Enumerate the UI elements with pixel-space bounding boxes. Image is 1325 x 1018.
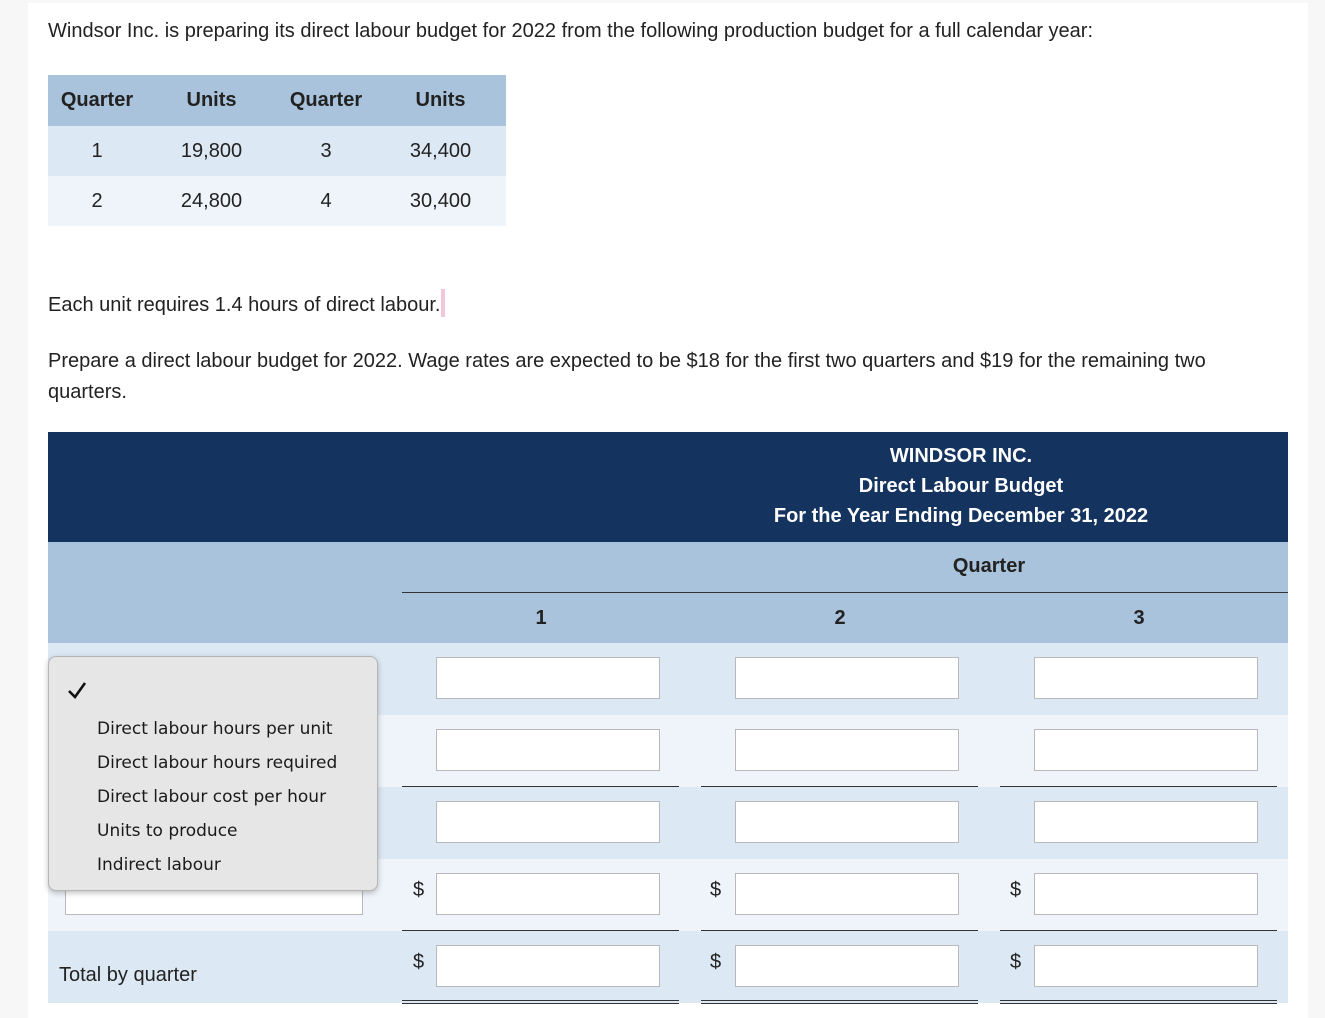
total-q3-input[interactable] xyxy=(1034,945,1258,987)
row3-q1-input[interactable] xyxy=(436,801,660,843)
requirement-text: Each unit requires 1.4 hours of direct labour. xyxy=(48,294,441,316)
row4-q1-input[interactable] xyxy=(436,873,660,915)
row3-q3-input[interactable] xyxy=(1034,801,1258,843)
dollar-sign: $ xyxy=(710,951,722,973)
row1-q2-input[interactable] xyxy=(735,657,959,699)
header-units: Units xyxy=(146,75,277,126)
prompt-text: Prepare a direct labour budget for 2022. Wage rates are expected to be $18 for the first two quarters and $19 for the remaining two quarters. xyxy=(48,350,1206,403)
budget-header xyxy=(48,432,1288,542)
budget-period: For the Year Ending December 31, 2022 xyxy=(773,505,1149,527)
dollar-sign: $ xyxy=(413,879,425,901)
text-cursor-highlight xyxy=(441,289,445,317)
total-q1-input[interactable] xyxy=(436,945,660,987)
dropdown-option[interactable]: Indirect labour xyxy=(97,855,221,875)
dollar-sign: $ xyxy=(710,879,722,901)
dollar-sign: $ xyxy=(1010,951,1022,973)
table-cell: 2 xyxy=(48,176,146,226)
row3-q2-input[interactable] xyxy=(735,801,959,843)
row2-q2-input[interactable] xyxy=(735,729,959,771)
total-double-underline xyxy=(701,1000,978,1004)
budget-title: Direct Labour Budget xyxy=(858,475,1064,497)
table-cell: 34,400 xyxy=(375,126,506,176)
header-quarter: Quarter xyxy=(48,75,146,126)
dollar-sign: $ xyxy=(413,951,425,973)
dollar-sign: $ xyxy=(1010,879,1022,901)
row-label-dropdown-menu xyxy=(48,656,378,891)
company-name: WINDSOR INC. xyxy=(889,445,1033,467)
table-cell: 19,800 xyxy=(146,126,277,176)
quarter-divider xyxy=(402,592,1288,593)
column-header-2: 2 xyxy=(834,607,846,629)
table-cell: 30,400 xyxy=(375,176,506,226)
table-row xyxy=(48,126,506,176)
budget-row-total xyxy=(48,931,1288,1003)
total-double-underline xyxy=(1000,1000,1277,1004)
dropdown-option[interactable]: Direct labour hours required xyxy=(97,753,338,773)
quarter-label: Quarter xyxy=(952,555,1026,577)
header-quarter: Quarter xyxy=(277,75,375,126)
row1-q1-input[interactable] xyxy=(436,657,660,699)
checkmark-icon xyxy=(66,679,88,701)
table-cell: 3 xyxy=(277,126,375,176)
total-label: Total by quarter xyxy=(59,964,197,986)
row2-q1-input[interactable] xyxy=(436,729,660,771)
table-cell: 4 xyxy=(277,176,375,226)
requirement-line xyxy=(48,289,445,317)
table-cell: 1 xyxy=(48,126,146,176)
table-row xyxy=(48,176,506,226)
table-cell: 24,800 xyxy=(146,176,277,226)
header-units: Units xyxy=(375,75,506,126)
intro-text: Windsor Inc. is preparing its direct labour budget for 2022 from the following production budget for a full calendar year: xyxy=(48,20,1094,42)
production-table xyxy=(48,75,506,226)
total-double-underline xyxy=(402,1000,679,1004)
dropdown-option[interactable]: Direct labour cost per hour xyxy=(97,787,327,807)
dropdown-option[interactable]: Units to produce xyxy=(97,821,238,841)
question-page xyxy=(28,3,1308,1018)
row4-q2-input[interactable] xyxy=(735,873,959,915)
column-header-band xyxy=(48,542,1288,643)
row2-q3-input[interactable] xyxy=(1034,729,1258,771)
dropdown-option[interactable]: Direct labour hours per unit xyxy=(97,719,333,739)
row1-q3-input[interactable] xyxy=(1034,657,1258,699)
row4-q3-input[interactable] xyxy=(1034,873,1258,915)
total-q2-input[interactable] xyxy=(735,945,959,987)
column-header-3: 3 xyxy=(1133,607,1145,629)
column-header-1: 1 xyxy=(535,607,547,629)
